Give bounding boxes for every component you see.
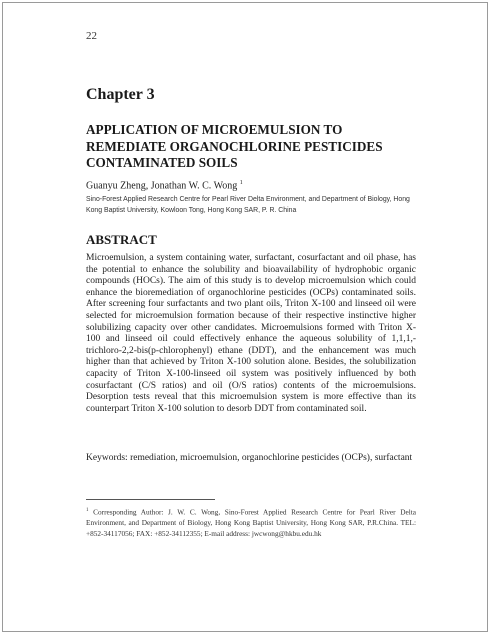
affiliation: Sino-Forest Applied Research Centre for Pearl River Delta Environment, and Department of Biology, Hong Kong Baptist University, Kowloon Tong, Hong Kong SAR, P. R. China [86,196,410,214]
footnote-text: Corresponding Author: J. W. C. Wong, Sino-Forest Applied Research Centre for Pearl River Delta Environment, and Department of Biology, Hong Kong Baptist University, Hong Kong SAR, P.R.China. TEL: +852-34117056; FAX: +852-34112355; E-mail address: jwcwong@hkbu.edu.hk [86,507,417,539]
authors: Guanyu Zheng, Jonathan W. C. Wong [86,180,238,192]
author-line [86,180,243,191]
keywords: Keywords: remediation, microemulsion, organochlorine pesticides (OCPs), surfactant [86,453,413,463]
chapter-label: Chapter 3 [86,86,155,103]
author-footnote-mark: 1 [239,180,243,186]
footnote [86,505,416,539]
footnote-mark: 1 [86,508,89,513]
page-number: 22 [86,30,97,42]
chapter-title: APPLICATION OF MICROEMULSION TO REMEDIATE ORGANOCHLORINE PESTICIDES CONTAMINATED SOILS [86,122,383,170]
footnote-divider [86,499,215,500]
abstract-heading: ABSTRACT [86,232,157,247]
abstract-body: Microemulsion, a system containing water, surfactant, cosurfactant and oil phase, has the potential to enhance the solubility and bioavailability of hydrophobic organic compounds (HOCs). The aim of this study is to develop microemulsion which could enhance the bioremediation of organochlorine pesticides (OCPs) contaminated soils. After screening four surfactants and two plant oils, Triton X-100 and linseed oil were selected for microemulsion formation because of their respective instinctive higher solubilizing capacity over other candidates. Microemulsions formed with Triton X-100 and linseed oil could effectively enhance the aqueous solubility of 1,1,1,-trichloro-2,2-bis(p-chlorophenyl) ethane (DDT), and the enhancement was much higher than that achieved by Triton X-100 solution alone. Besides, the solubilization capacity of Triton X-100-linseed oil system was positively influenced by both cosurfactant (C/S ratios) and oil (O/S ratios) contents of the microemulsions. Desorption tests reveal that this microemulsion system is more effective than its counterpart Triton X-100 solution to desorb DDT from contaminated soil. [86,253,416,414]
